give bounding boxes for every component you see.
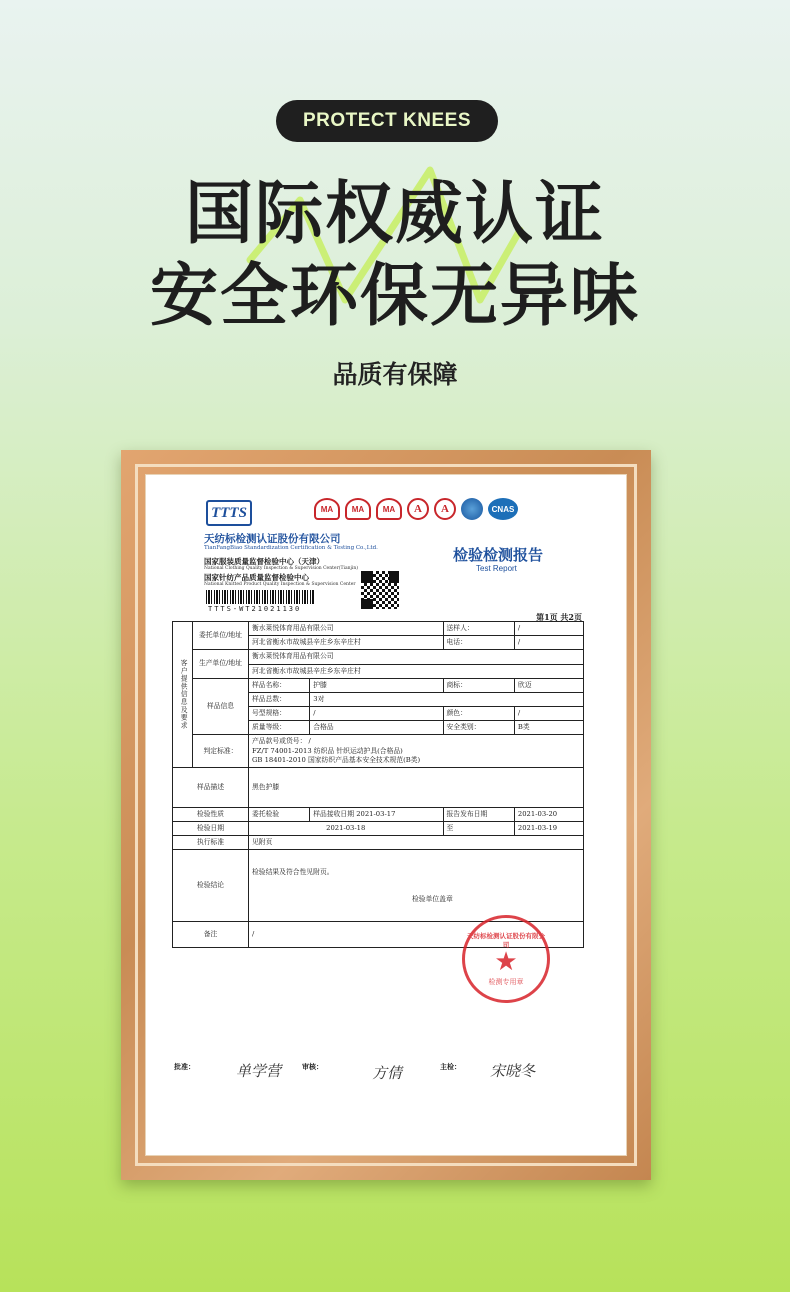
inspection-center-2-en: National Knitted Product Quality Inspection & Supervision Center	[204, 582, 356, 587]
report-title: 检验检测报告	[453, 546, 544, 564]
article-label: 产品款号或货号：	[252, 737, 307, 746]
phone-label: 电话：	[443, 636, 514, 650]
sample-description: 黑色护膝	[249, 767, 584, 807]
test-nature: 委托检验	[249, 807, 310, 821]
cma-mark-icon: MA	[345, 498, 371, 520]
safety: B类	[514, 721, 583, 735]
phone-value: /	[514, 636, 583, 650]
test-date-label: 检验日期	[173, 822, 249, 836]
model: /	[310, 707, 443, 721]
company-name: 天纺标检测认证股份有限公司	[204, 533, 341, 545]
signature-approver: 单学营	[236, 1062, 282, 1080]
brand-label: 商标：	[443, 678, 514, 692]
client-name: 衡水莱悦体育用品有限公司	[249, 622, 444, 636]
sample-count: 3对	[310, 692, 584, 706]
sample-name: 护膝	[310, 678, 443, 692]
brand: 欣迈	[514, 678, 583, 692]
company-name-en: TianFangBiao Standardization Certification & Testing Co.,Ltd.	[204, 545, 378, 551]
test-date-to: 2021-03-19	[514, 822, 583, 836]
color: /	[514, 707, 583, 721]
issue-date: 2021-03-20	[514, 807, 583, 821]
client-info-section-label: 客户提供信息及要求	[173, 622, 193, 768]
model-label: 号型规格：	[249, 707, 310, 721]
client-address: 河北省衡水市故城县辛庄乡东辛庄村	[249, 636, 444, 650]
recv-date: 2021-03-17	[356, 809, 396, 818]
page-number: 第1页 共2页	[536, 612, 582, 622]
criteria-1: FZ/T 74001-2013 纺织品 针织运动护具(合格品)	[252, 746, 403, 755]
report-title-en: Test Report	[476, 564, 517, 573]
red-official-seal	[462, 915, 550, 1003]
safety-label: 安全类别：	[443, 721, 514, 735]
article: /	[308, 737, 311, 746]
report-number: TTTS-WT21021130	[208, 605, 302, 613]
sample-name-label: 样品名称：	[249, 678, 310, 692]
cnas-mark-icon: CNAS	[488, 498, 518, 520]
standard-label: 执行标准	[173, 836, 249, 850]
grade: 合格品	[310, 721, 443, 735]
protect-knees-pill: PROTECT KNEES	[276, 100, 498, 142]
criteria-2: GB 18401-2010 国家纺织产品基本安全技术规范(B类)	[252, 755, 421, 764]
headline-line2: 安全环保无异味	[149, 257, 640, 336]
seal-caption: 检验单位盖章	[412, 895, 453, 904]
cma-mark-icon: MA	[376, 498, 402, 520]
grade-label: 质量等级：	[249, 721, 310, 735]
seal-star-icon: ★	[494, 947, 518, 977]
desc-label: 样品描述	[173, 767, 249, 807]
seal-name: 天纺标检测认证股份有限公司	[467, 932, 545, 949]
qr-code-icon	[360, 570, 400, 610]
barcode-icon	[206, 590, 314, 604]
ttts-logo: TTTS	[206, 500, 252, 526]
conclusion-label: 检验结论	[173, 850, 249, 922]
inspection-center-2: 国家针纺产品质量监督检验中心	[204, 573, 309, 582]
standard: 见附页	[249, 836, 584, 850]
approve-label: 批准：	[174, 1062, 195, 1071]
cal-mark-icon: A	[407, 498, 429, 520]
nature-label: 检验性质	[173, 807, 249, 821]
sender-label: 送样人：	[443, 622, 514, 636]
test-date-from: 2021-03-18	[249, 822, 444, 836]
signature-row	[172, 1060, 584, 1084]
client-label: 委托单位/地址	[193, 622, 249, 650]
signature-reviewer: 方倩	[372, 1064, 403, 1082]
sample-info-label: 样品信息	[193, 678, 249, 735]
test-report-document	[170, 490, 590, 1100]
sender-value: /	[514, 622, 583, 636]
ilac-globe-icon	[461, 498, 483, 520]
cal-mark-icon: A	[434, 498, 456, 520]
to-label: 至	[443, 822, 514, 836]
subtitle: 品质有保障	[332, 360, 458, 389]
color-label: 颜色：	[443, 707, 514, 721]
seal-type: 检测专用章	[488, 978, 524, 986]
conclusion: 检验结果及符合性见附页。	[252, 867, 334, 876]
maker-label: 生产单位/地址	[193, 650, 249, 678]
criteria-label: 判定标准：	[193, 735, 249, 768]
remark: /	[249, 922, 584, 948]
remark-label: 备注	[173, 922, 249, 948]
sample-count-label: 样品总数：	[249, 692, 310, 706]
main-label: 主检：	[440, 1062, 461, 1071]
headline-line1: 国际权威认证	[184, 175, 605, 254]
report-table	[172, 621, 584, 948]
inspection-center-1-en: National Clothing Quality Inspection & Supervision Center(Tianjin)	[204, 566, 359, 571]
accreditation-marks	[314, 498, 518, 524]
cma-mark-icon: MA	[314, 498, 340, 520]
signature-main-inspector: 宋晓冬	[490, 1062, 536, 1080]
maker-name: 衡水莱悦体育用品有限公司	[249, 650, 584, 664]
issue-label: 报告发布日期	[443, 807, 514, 821]
review-label: 审核：	[302, 1062, 323, 1071]
recv-label: 样品接收日期	[313, 809, 355, 818]
maker-address: 河北省衡水市故城县辛庄乡东辛庄村	[249, 664, 584, 678]
inspection-center-1: 国家服装质量监督检验中心（天津）	[204, 557, 324, 566]
